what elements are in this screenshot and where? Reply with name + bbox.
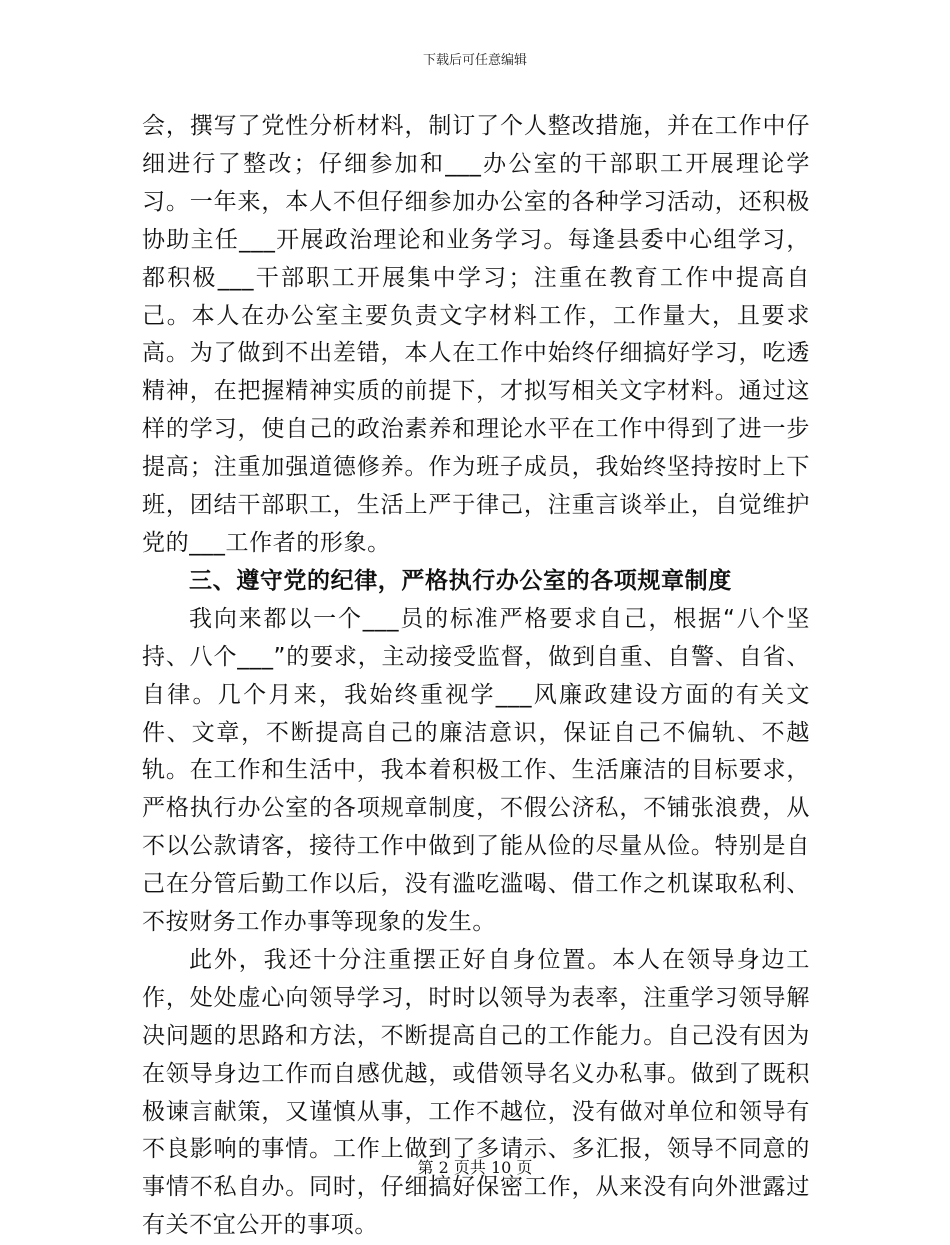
section-heading: 三、遵守党的纪律，严格执行办公室的各项规章制度 <box>189 567 732 594</box>
document-body <box>142 108 810 1245</box>
page-footer: 第 2 页共 10 页 <box>417 1158 533 1177</box>
page-header: 下载后可任意编辑 <box>422 53 527 68</box>
paragraph-continued: 会，撰写了党性分析材料，制订了个人整改措施，并在工作中仔细进行了整改；仔细参加和___办公室的干部职工开展理论学习。一年来，本人不但仔细参加办公室的各种学习活动，还积极协助主任___开展政治理论和业务学习。每逢县委中心组学习，都积极___干部职工开展集中学习；注重在教育工作中提高自己。本人在办公室主要负责文字材料工作，工作量大，且要求高。为了做到不出差错，本人在工作中始终仔细搞好学习，吃透精神，在把握精神实质的前提下，才拟写相关文字材料。通过这样的学习，使自己的政治素养和理论水平在工作中得到了进一步提高；注重加强道德修养。作为班子成员，我始终坚持按时上下班，团结干部职工，生活上严于律己，注重言谈举止，自觉维护党的___工作者的形象。 <box>142 113 810 556</box>
paragraph-position: 此外，我还十分注重摆正好自身位置。本人在领导身边工作，处处虚心向领导学习，时时以领导为表率，注重学习领导解决问题的思路和方法，不断提高自己的工作能力。自己没有因为在领导身边工作而自感优越，或借领导名义办私事。做到了既积极谏言献策，又谨慎从事，工作不越位，没有做对单位和领导有不良影响的事情。工作上做到了多请示、多汇报，领导不同意的事情不私自办。同时，仔细搞好保密工作，从来没有向外泄露过有关不宜公开的事项。 <box>142 946 810 1239</box>
paragraph-discipline: 我向来都以一个___员的标准严格要求自己，根据“八个坚持、八个___”的要求，主动接受监督，做到自重、自警、自省、自律。几个月来，我始终重视学___风廉政建设方面的有关文件、文章，不断提高自己的廉洁意识，保证自己不偏轨、不越轨。在工作和生活中，我本着积极工作、生活廉洁的目标要求，严格执行办公室的各项规章制度，不假公济私，不铺张浪费，从不以公款请客，接待工作中做到了能从俭的尽量从俭。特别是自己在分管后勤工作以后，没有滥吃滥喝、借工作之机谋取私利、不按财务工作办事等现象的发生。 <box>142 605 810 936</box>
